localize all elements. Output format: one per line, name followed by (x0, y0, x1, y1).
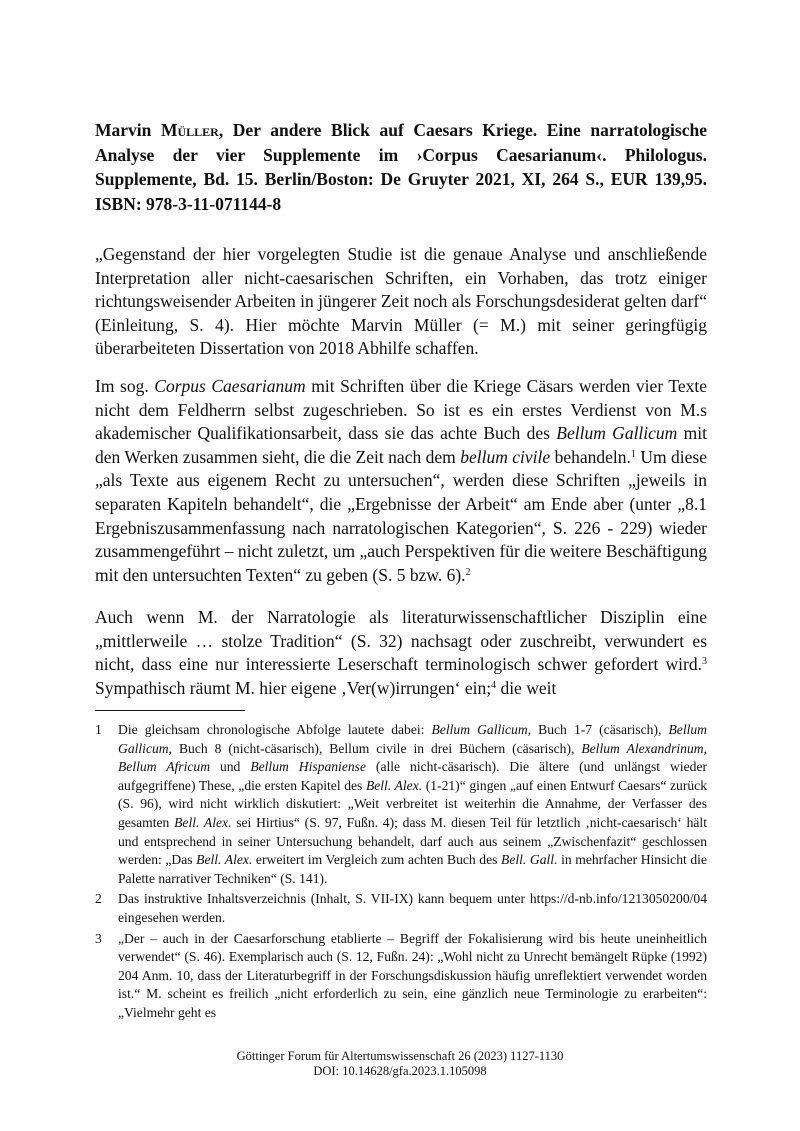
paragraph-2: Im sog. Corpus Caesarianum mit Schriften über die Kriege Cäsars werden vier Texte nicht dem Feldherrn selbst zugeschrieben. So ist es ein erstes Verdienst von M.s akademischer Qualifikationsarbeit, dass sie das achte Buch des Bellum Gallicum mit den Werken zusammen sieht, die die Zeit nach dem bellum civile behandeln.$^1$ Um diese „als Texte aus eigenem Recht zu untersuchen“, werden diese Schriften „jeweils in separaten Kapiteln behandelt“, die „Ergebnisse der Arbeit“ am Ende aber (unter „8.1 Ergebniszusammenfassung nach narratologischen Kategorien“, S. 226 - 229) wieder zusammengeführt – nicht zuletzt, um „auch Perspektiven für die weitere Beschäftigung mit den untersuchten Texten“ zu geben (S. 5 bzw. 6).$^2$ (95, 376, 708, 585)
footnote-ref-4[interactable]: 4 (491, 679, 497, 691)
footnote-ref-1[interactable]: 1 (630, 448, 636, 460)
book-citation: , Der andere Blick auf Caesars Kriege. Eine narratologische Analyse der vier Supplemente im ›Corpus Caesarianum‹. Philologus. Supplemente, Bd. 15. Berlin/Boston: De Gruyter 2021, XI, 264 S., EUR 139,95. ISBN: 978-3-11-071144-8 (95, 120, 707, 214)
footnote-3 (95, 930, 707, 1023)
page-footer (0, 1049, 800, 1079)
footnotes (95, 721, 707, 1025)
work-title: Corpus Caesarianum (154, 376, 306, 396)
footnote-text: Das instruktive Inhaltsverzeichnis (Inhalt, S. VII-IX) kann bequem unter https://d-nb.info/1213050200/04 eingesehen werden. (118, 891, 707, 925)
footnote-text: Die gleichsam chronologische Abfolge lautete dabei: Bellum Gallicum, Buch 1-7 (cäsarisch), Bellum Gallicum, Buch 8 (nicht-cäsarisch), Bellum civile in drei Büchern (cäsarisch), Bellum Alexandrinum, Bellum Africum und Bellum Hispaniense (alle nicht-cäsarisch). Die ältere (und unlängst wieder aufgegriffene) These, „die ersten Kapitel des Bell. Alex. (1-21)“ gingen „auf einen Entwurf Caesars“ zurück (S. 96), wird nicht wirklich diskutiert: „Weit verbreitet ist weiterhin die Annahme, der Verfasser des gesamten Bell. Alex. sei Hirtius“ (S. 97, Fußn. 4); dass M. diesen Teil für letztlich ‚nicht-caesarisch‘ hält und entsprechend in seiner Untersuchung behandelt, darf auch aus seinem „Zwischenfazit“ geschlossen werden: „Das Bell. Alex. erweitert im Vergleich zum achten Buch des Bell. Gall. in mehrfacher Hinsicht die Palette narrativer Techniken“ (S. 141). (118, 722, 708, 886)
doi: DOI: 10.14628/gfa.2023.1.105098 (313, 1064, 487, 1078)
footnote-text: „Der – auch in der Caesarforschung etablierte – Begriff der Fokalisierung wird bis heute uneinheitlich verwendet“ (S. 46). Exemplarisch auch (S. 12, Fußn. 24): „Wohl nicht zu Unrecht bemängelt Rüpke (1992) 204 Anm. 10, dass der Literaturbegriff in der Forschungsdiskussion häufig unreflektiert verwendet worden ist.“ M. scheint es freilich „nicht erforderlich zu sein, eine gänzlich neue Terminologie zu erarbeiten“: „Vielmehr geht es (118, 930, 707, 1020)
footnote-2 (95, 890, 707, 927)
footnote-number: 2 (95, 891, 102, 907)
author-first-name: Marvin (95, 120, 161, 140)
footnote-1 (95, 721, 707, 888)
footnote-ref-2[interactable]: 2 (465, 566, 471, 578)
paragraph-1: „Gegenstand der hier vorgelegten Studie ist die genaue Analyse und anschließende Interpretation aller nicht-caesarischen Schriften, ein Vorhaben, das trotz einiger richtungsweisender Arbeiten in jüngerer Zeit noch als Forschungsdesiderat gelten darf“ (Einleitung, S. 4). Hier möchte Marvin Müller (= M.) mit seiner geringfügig überarbeiteten Dissertation von 2018 Abhilfe schaffen. (95, 244, 707, 359)
work-title: bellum civile (460, 446, 551, 467)
footnote-number: 3 (95, 930, 102, 946)
footnote-divider (95, 710, 245, 711)
author-last-name: Müller (160, 120, 219, 140)
footnote-ref-3[interactable]: 3 (702, 656, 707, 668)
journal-citation: Göttinger Forum für Altertumswissenschaft 26 (2023) 1127-1130 (236, 1049, 564, 1063)
footnote-number: 1 (95, 722, 102, 737)
review-page (95, 118, 708, 1020)
work-title: Bellum Gallicum (556, 423, 678, 444)
paragraph-3: Auch wenn M. der Narratologie als literaturwissenschaftlicher Disziplin eine „mittlerweile … stolze Tradition“ (S. 32) nachsagt oder zuschreibt, verwundert es nicht, dass eine nur interessierte Leserschaft terminologisch schwer gefordert wird.$^3$ Sympathisch räumt M. hier eigene ‚Ver(w)irrungen‘ ein;$^4$ die weit (95, 607, 707, 698)
review-heading (95, 118, 707, 216)
